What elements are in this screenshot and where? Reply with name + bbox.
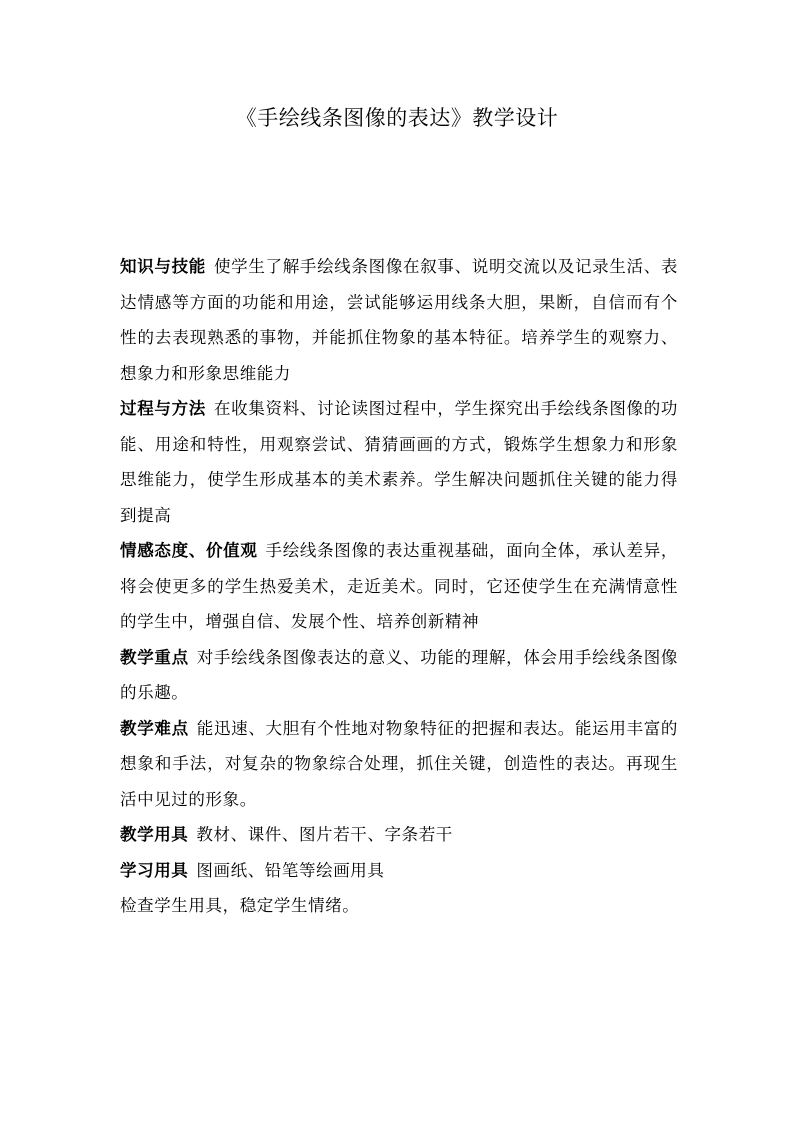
section-teaching-tools <box>120 817 678 853</box>
section-text: 图画纸、铅笔等绘画用具 <box>196 860 385 880</box>
section-difficulties <box>120 711 678 818</box>
section-text: 手绘线条图像的表达重视基础，面向全体，承认差异，将会使更多的学生热爱美术，走近美术。同时，它还使学生在充满情意性的学生中，增强自信、发展个性、培养创新精神 <box>120 541 678 631</box>
section-label: 教学重点 <box>120 647 189 667</box>
section-label: 知识与技能 <box>120 257 206 276</box>
document-body <box>120 249 678 924</box>
section-learning-tools <box>120 853 678 889</box>
section-closing-note <box>120 888 678 924</box>
section-label: 学习用具 <box>120 860 189 880</box>
section-label: 情感态度、价值观 <box>120 541 258 560</box>
section-process-method <box>120 391 678 533</box>
section-text: 在收集资料、讨论读图过程中，学生探究出手绘线条图像的功能、用途和特性，用观察尝试、猜猜画画的方式，锻炼学生想象力和形象思维能力，使学生形成基本的美术素养。学生解决问题抓住关键的能力得到提高 <box>120 399 678 525</box>
section-knowledge-skills <box>120 249 678 391</box>
section-label: 过程与方法 <box>120 399 206 418</box>
section-key-points <box>120 640 678 711</box>
section-label: 教学用具 <box>120 825 189 844</box>
document-title: 《手绘线条图像的表达》教学设计 <box>235 106 559 130</box>
section-emotion-values <box>120 533 678 640</box>
section-text: 使学生了解手绘线条图像在叙事、说明交流以及记录生活、表达情感等方面的功能和用途，尝试能够运用线条大胆，果断，自信而有个性的去表现熟悉的事物，并能抓住物象的基本特征。培养学生的观察力、想象力和形象思维能力 <box>120 257 678 383</box>
section-text: 教材、课件、图片若干、字条若干 <box>196 825 453 844</box>
section-label: 教学难点 <box>120 718 189 738</box>
section-text: 对手绘线条图像表达的意义、功能的理解，体会用手绘线条图像的乐趣。 <box>120 647 678 702</box>
section-text: 检查学生用具，稳定学生情绪。 <box>120 896 360 915</box>
section-text: 能迅速、大胆有个性地对物象特征的把握和表达。能运用丰富的想象和手法，对复杂的物象综合处理，抓住关键，创造性的表达。再现生活中见过的形象。 <box>120 718 678 809</box>
